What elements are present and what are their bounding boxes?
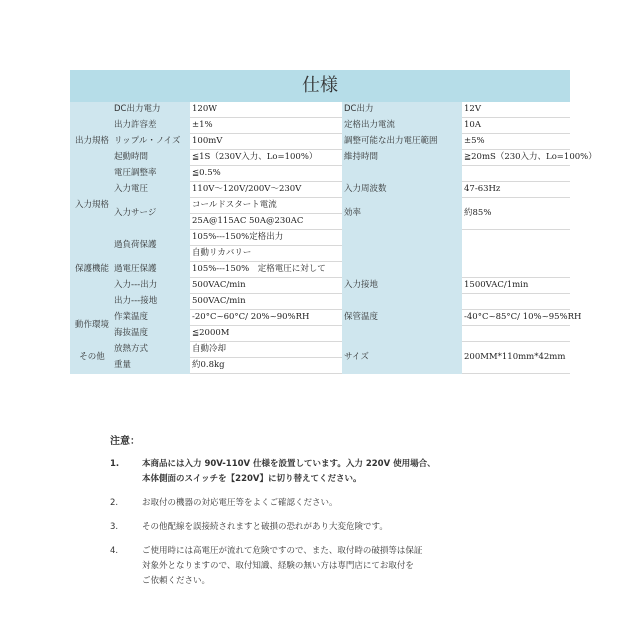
group-env: 動作環境 (70, 310, 112, 342)
row-label: 電圧調整率 (112, 166, 190, 182)
row-value: 約0.8kg (190, 358, 342, 374)
list-item (110, 544, 550, 589)
row-label: 重量 (112, 358, 190, 374)
row-value: 105%---150% 定格電圧に対して (190, 262, 342, 278)
note-number: 2. (110, 498, 119, 508)
row-label: サイズ (342, 342, 462, 374)
empty-cell (342, 166, 462, 182)
empty-cell (462, 326, 570, 342)
row-value: 約85% (462, 198, 570, 230)
table-row (70, 230, 570, 246)
notes-section (110, 432, 550, 598)
note-number: 1. (110, 459, 120, 469)
note-number: 4. (110, 546, 119, 556)
row-value: 12V (462, 102, 570, 118)
row-label: 過負荷保護 (112, 230, 190, 262)
empty-cell (342, 230, 462, 278)
table-row (70, 342, 570, 358)
row-value: 200MM*110mm*42mm (462, 342, 570, 374)
row-label: 入力---出力 (112, 278, 190, 294)
list-item (110, 496, 550, 511)
row-value: 500VAC/min (190, 278, 342, 294)
row-value: ±5% (462, 134, 570, 150)
row-value: 100mV (190, 134, 342, 150)
notes-title: 注意： (110, 436, 140, 447)
row-value: -40°C~85°C/ 10%~95%RH (462, 310, 570, 326)
row-value: ≦0.5% (190, 166, 342, 182)
spec-table (70, 102, 597, 374)
spec-title: 仕様 (70, 70, 570, 102)
row-label: 入力周波数 (342, 182, 462, 198)
empty-cell (462, 166, 570, 182)
table-row (70, 182, 570, 198)
row-label: 作業温度 (112, 310, 190, 326)
empty-cell (342, 326, 462, 342)
row-value: 47-63Hz (462, 182, 570, 198)
table-row (70, 102, 570, 118)
group-output: 出力規格 (70, 102, 112, 182)
row-value: ≧20mS（230入力、Lo=100%） (462, 150, 570, 166)
note-text: その他配線を誤接続されますと破損の恐れがあり大変危険です。 (142, 522, 388, 532)
row-label: 海抜温度 (112, 326, 190, 342)
row-label: リップル・ノイズ (112, 134, 190, 150)
row-value: 500VAC/min (190, 294, 342, 310)
row-value: 自動リカバリー (190, 246, 342, 262)
table-row (70, 166, 570, 182)
row-label: 入力サージ (112, 198, 190, 230)
empty-cell (342, 294, 462, 310)
row-value: ±1% (190, 118, 342, 134)
row-value: コールドスタート電流 (190, 198, 342, 214)
note-text: 対象外となりますので、取付知識、経験の無い方は専門店にてお取付を (142, 561, 414, 571)
note-text: 本商品には入力 90V-110V 仕様を設置しています。入力 220V 使用場合、 (142, 459, 436, 469)
row-label: 出力---接地 (112, 294, 190, 310)
list-item (110, 520, 550, 535)
row-value: 105%---150%定格出力 (190, 230, 342, 246)
note-text: お取付の機器の対応電圧等をよくご確認ください。 (142, 498, 338, 508)
row-label: DC出力電力 (112, 102, 190, 118)
spec-sheet (70, 70, 597, 402)
row-label: 入力電圧 (112, 182, 190, 198)
row-value: ≦1S（230V入力、Lo=100%） (190, 150, 342, 166)
note-text: ご使用時には高電圧が流れて危険ですので、また、取付時の破損等は保証 (142, 546, 423, 556)
note-text: ご依頼ください。 (142, 576, 211, 586)
row-value: 自動冷却 (190, 342, 342, 358)
table-row (70, 198, 570, 214)
row-label: 調整可能な出力電圧範囲 (342, 134, 462, 150)
row-label: 効率 (342, 198, 462, 230)
row-label: 出力許容差 (112, 118, 190, 134)
row-value: 120W (190, 102, 342, 118)
row-value: 25A@115AC 50A@230AC (190, 214, 342, 230)
row-label: 起動時間 (112, 150, 190, 166)
table-row (70, 278, 570, 294)
table-row (70, 118, 570, 134)
note-text: 本体側面のスイッチを【220V】に切り替えてください。 (142, 474, 362, 484)
empty-cell (462, 230, 570, 278)
row-label: 維持時間 (342, 150, 462, 166)
table-row (70, 326, 570, 342)
row-label: 放熱方式 (112, 342, 190, 358)
note-number: 3. (110, 522, 119, 532)
row-value: 110V～120V/200V～230V (190, 182, 342, 198)
table-row (70, 294, 570, 310)
table-row (70, 134, 570, 150)
row-label: DC出力 (342, 102, 462, 118)
row-value: -20°C~60°C/ 20%~90%RH (190, 310, 342, 326)
empty-cell (462, 294, 570, 310)
table-row (70, 310, 570, 326)
row-value: ≦2000M (190, 326, 342, 342)
table-row (70, 150, 570, 166)
group-input: 入力規格 (70, 182, 112, 230)
group-protect: 保護機能 (70, 230, 112, 310)
row-label: 入力接地 (342, 278, 462, 294)
group-other: その他 (70, 342, 112, 374)
row-label: 過電圧保護 (112, 262, 190, 278)
row-label: 定格出力電流 (342, 118, 462, 134)
row-label: 保管温度 (342, 310, 462, 326)
row-value: 1500VAC/1min (462, 278, 570, 294)
row-value: 10A (462, 118, 570, 134)
list-item (110, 457, 550, 487)
